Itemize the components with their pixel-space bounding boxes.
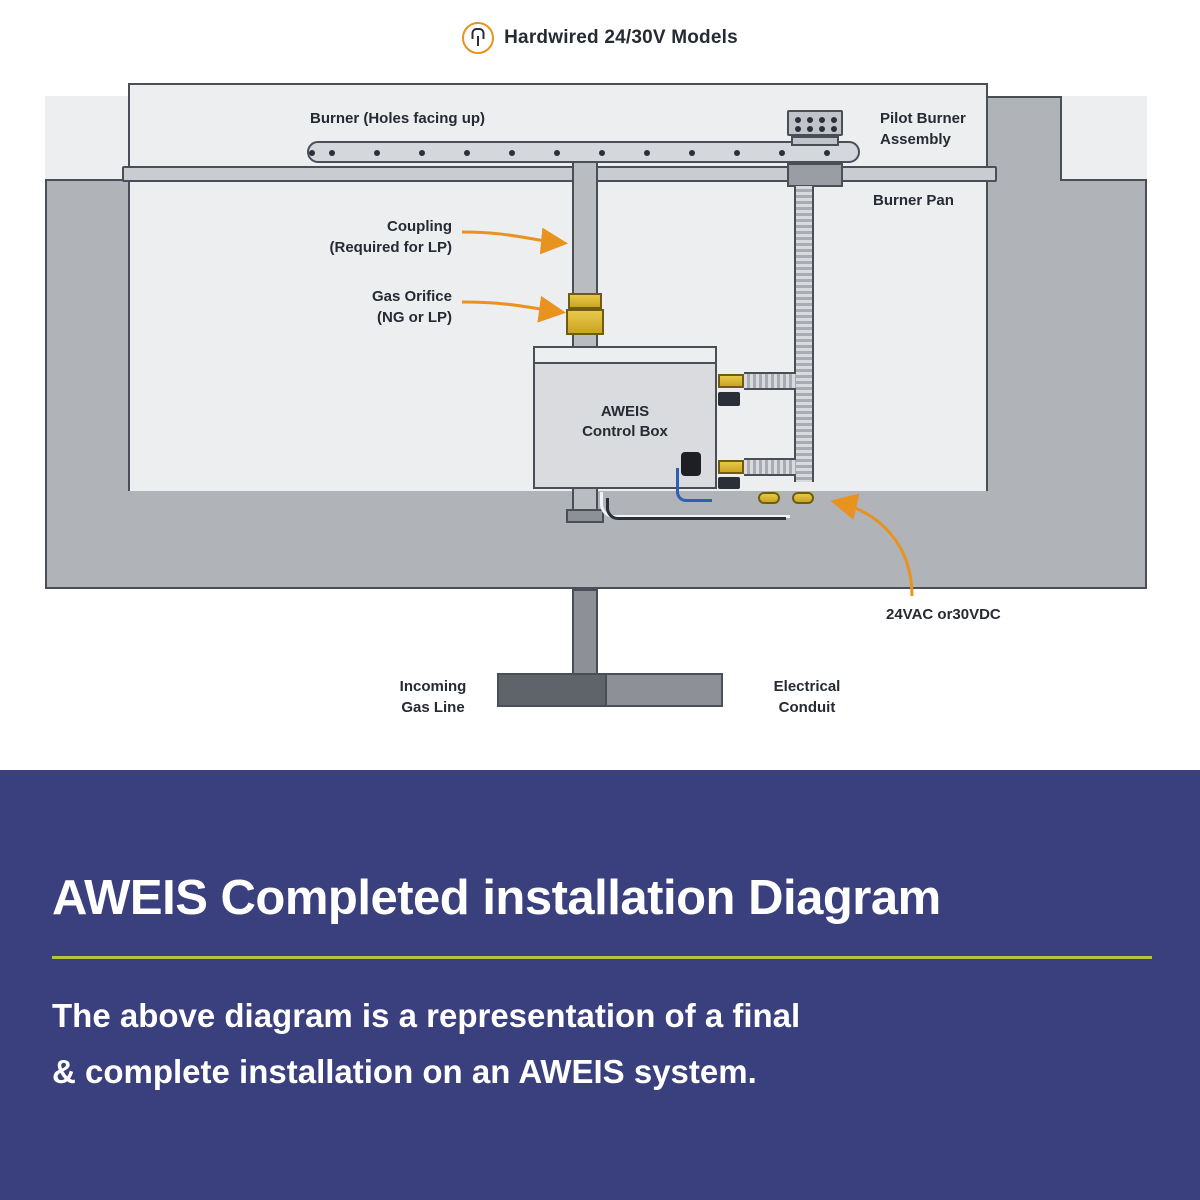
label-conduit-line2: Conduit	[778, 699, 836, 716]
label-coupling-line2: (Required for LP)	[329, 239, 452, 256]
pilot-hole	[819, 126, 825, 132]
pilot-burner-assembly	[787, 110, 843, 136]
pilot-hole	[807, 126, 813, 132]
gas-drop-pipe	[572, 589, 598, 679]
enclosure-shelf-right	[1060, 96, 1147, 181]
label-gasline-line2: Gas Line	[401, 699, 465, 716]
pilot-hole	[795, 117, 801, 123]
label-conduit-line1: Electrical	[773, 678, 841, 695]
burner-hole	[599, 150, 605, 156]
caption-divider	[52, 956, 1152, 959]
control-box-inlet-flange	[566, 509, 604, 523]
pilot-hole	[831, 126, 837, 132]
label-burner: Burner (Holes facing up)	[310, 110, 486, 127]
caption-panel	[0, 770, 1200, 1200]
burner-hole	[644, 150, 650, 156]
control-box-lid	[533, 346, 717, 364]
label-pilot-line1: Pilot Burner	[880, 110, 966, 127]
control-box-label-line2: Control Box	[582, 423, 668, 440]
caption-body	[52, 988, 1142, 1100]
burner-hole	[374, 150, 380, 156]
burner-hole	[779, 150, 785, 156]
gas-orifice-fitting	[566, 309, 604, 335]
burner-hole	[824, 150, 830, 156]
label-pilot-burner-assembly	[880, 108, 966, 150]
pilot-hole	[831, 117, 837, 123]
label-gasline-line1: Incoming	[399, 678, 467, 695]
burner-hole	[509, 150, 515, 156]
burner-tube	[307, 141, 860, 163]
label-pilot-line2: Assembly	[880, 131, 951, 148]
label-gas-orifice	[288, 286, 452, 328]
coupling-fitting	[568, 293, 602, 309]
label-orifice-line2: (NG or LP)	[377, 309, 452, 326]
pilot-hole	[795, 126, 801, 132]
burner-hole	[309, 150, 315, 156]
wire-blue	[676, 468, 712, 502]
burner-hole	[554, 150, 560, 156]
plug-icon	[462, 22, 494, 54]
label-incoming-gas-line	[378, 676, 488, 718]
burner-hole	[734, 150, 740, 156]
control-box-port-top	[718, 392, 740, 406]
burner-hole	[329, 150, 335, 156]
gas-riser-pipe	[572, 163, 598, 294]
wire-terminal	[792, 492, 814, 504]
caption-title: AWEIS Completed installation Diagram	[52, 871, 941, 925]
pilot-burner-stem	[791, 136, 839, 146]
caption-body-line2: & complete installation on an AWEIS system.	[52, 1053, 757, 1090]
label-electrical-conduit	[752, 676, 862, 718]
enclosure-shelf-left	[45, 96, 130, 181]
label-coupling	[288, 216, 452, 258]
pilot-burner-mount	[787, 163, 843, 187]
wire-terminal	[758, 492, 780, 504]
burner-hole	[464, 150, 470, 156]
label-coupling-line1: Coupling	[387, 218, 452, 235]
caption-body-line1: The above diagram is a representation of a final	[52, 997, 801, 1034]
diagram-header-label: Hardwired 24/30V Models	[504, 27, 738, 48]
incoming-gas-line-run	[497, 673, 607, 707]
flex-hose-bottom	[744, 458, 796, 476]
label-orifice-line1: Gas Orifice	[371, 288, 452, 305]
diagram-header	[0, 22, 1200, 54]
pilot-hole	[807, 117, 813, 123]
burner-hole	[689, 150, 695, 156]
flex-hose-top	[744, 372, 796, 390]
control-box-brass-fitting-bottom	[718, 460, 744, 474]
control-box-brass-fitting-top	[718, 374, 744, 388]
pilot-hole	[819, 117, 825, 123]
control-box-label	[533, 402, 717, 442]
burner-hole	[419, 150, 425, 156]
control-box-label-line1: AWEIS	[600, 403, 650, 420]
burner-pan-plate	[122, 166, 997, 182]
control-box-gas-inlet	[572, 489, 598, 511]
flexible-conduit	[794, 186, 814, 482]
control-box-port-bottom	[718, 477, 740, 489]
label-burner-pan: Burner Pan	[873, 192, 954, 209]
label-voltage: 24VAC or30VDC	[886, 606, 1001, 623]
